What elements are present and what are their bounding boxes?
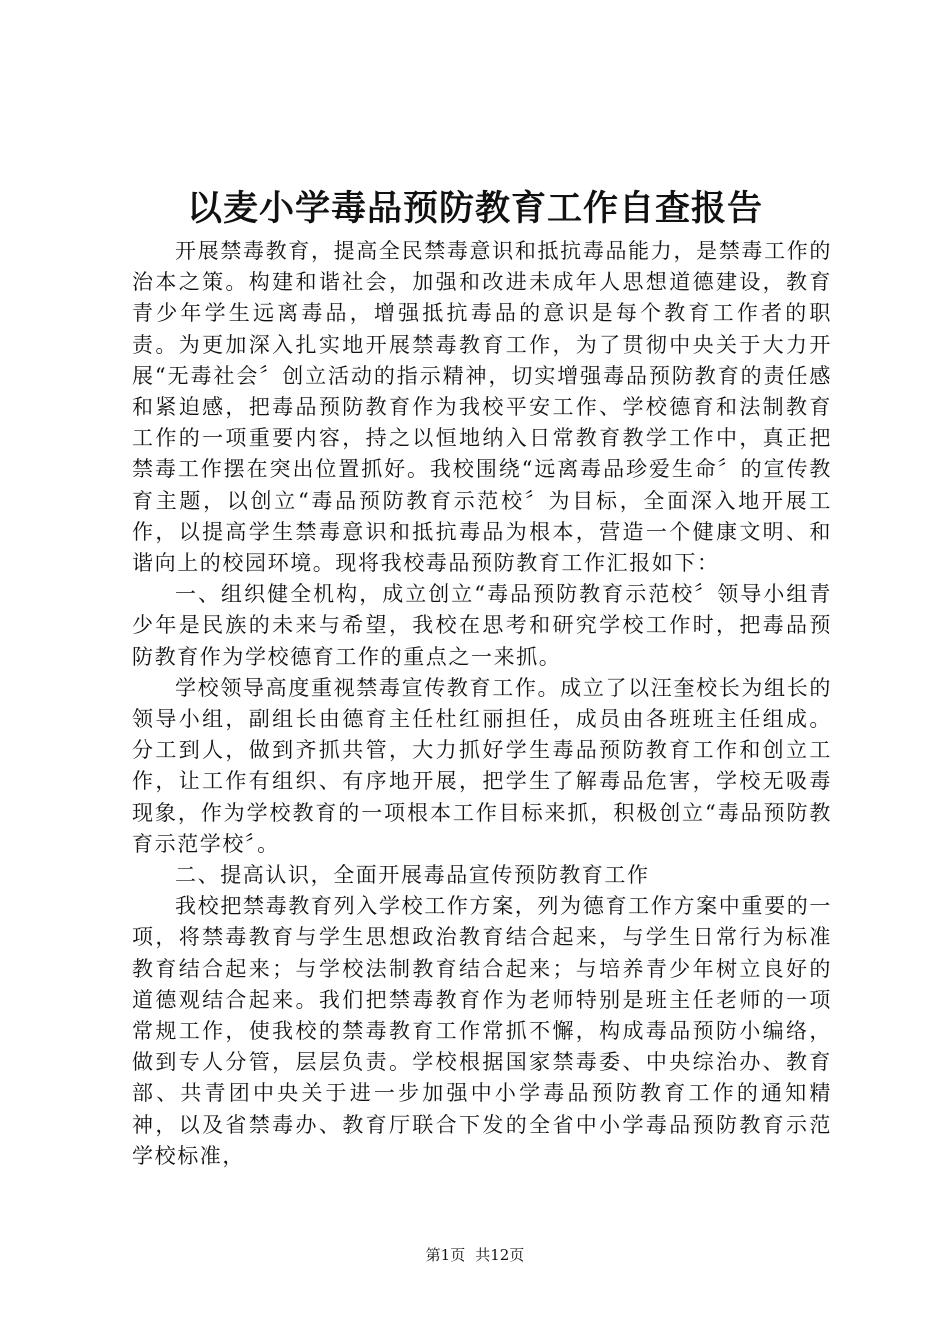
page-footer bbox=[0, 1245, 950, 1265]
document-body bbox=[132, 236, 832, 1172]
page-number: 第1页 bbox=[425, 1246, 466, 1264]
paragraph-intro: 开展禁毒教育，提高全民禁毒意识和抵抗毒品能力，是禁毒工作的治本之策。构建和谐社会，加强和改进未成年人思想道德建设，教育青少年学生远离毒品，增强抵抗毒品的意识是每个教育工作者的职责。为更加深入扎实地开展禁毒教育工作，为了贯彻中央关于大力开展“无毒社会〞创立活动的指示精神，切实增强毒品预防教育的责任感和紧迫感，把毒品预防教育作为我校平安工作、学校德育和法制教育工作的一项重要内容，持之以恒地纳入日常教育教学工作中，真正把禁毒工作摆在突出位置抓好。我校围绕“远离毒品珍爱生命〞的宣传教育主题，以创立“毒品预防教育示范校〞为目标，全面深入地开展工作，以提高学生禁毒意识和抵抗毒品为根本，营造一个健康文明、和谐向上的校园环境。现将我校毒品预防教育工作汇报如下： bbox=[132, 239, 832, 576]
paragraph-section-1-body: 学校领导高度重视禁毒宣传教育工作。成立了以汪奎校长为组长的领导小组，副组长由德育主任杜红丽担任，成员由各班班主任组成。分工到人，做到齐抓共管，大力抓好学生毒品预防教育工作和创立工作，让工作有组织、有序地开展，把学生了解毒品危害，学校无吸毒现象，作为学校教育的一项根本工作目标来抓，积极创立“毒品预防教育示范学校〞。 bbox=[132, 675, 832, 856]
paragraph-section-2-heading: 二、提高认识，全面开展毒品宣传预防教育工作 bbox=[175, 863, 650, 888]
paragraph-section-2-body: 我校把禁毒教育列入学校工作方案，列为德育工作方案中重要的一项，将禁毒教育与学生思想政治教育结合起来，与学生日常行为标准教育结合起来；与学校法制教育结合起来；与培养青少年树立良好的道德观结合起来。我们把禁毒教育作为老师特别是班主任老师的一项常规工作，使我校的禁毒教育工作常抓不懈，构成毒品预防小编络，做到专人分管，层层负责。学校根据国家禁毒委、中央综治办、教育部、共青团中央关于进一步加强中小学毒品预防教育工作的通知精神，以及省禁毒办、教育厅联合下发的全省中小学毒品预防教育示范学校标准， bbox=[132, 894, 832, 1168]
page-total: 共12页 bbox=[475, 1246, 525, 1264]
paragraph-section-1-heading: 一、组织健全机构，成立创立“毒品预防教育示范校〞领导小组青少年是民族的未来与希望，我校在思考和研究学校工作时，把毒品预防教育作为学校德育工作的重点之一来抓。 bbox=[132, 582, 832, 669]
document-title: 以麦小学毒品预防教育工作自查报告 bbox=[186, 188, 763, 229]
